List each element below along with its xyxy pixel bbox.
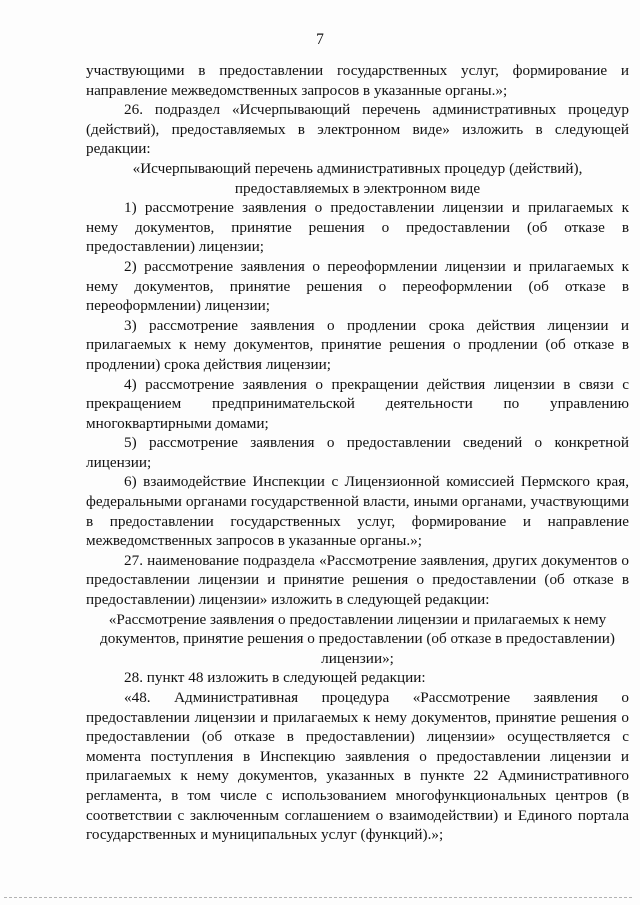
scan-edge-line (4, 897, 632, 898)
list-item-1: 1) рассмотрение заявления о предоставлении лицензии и прилагаемых к нему документов, принятие решения о предоставлении (об отказе в предоставлении) лицензии; (86, 199, 629, 256)
section-title: «Исчерпывающий перечень административных процедур (действий), предоставляемых в электронном виде (132, 159, 583, 197)
page-number: 7 (316, 31, 324, 48)
list-item-2: 2) рассмотрение заявления о переоформлении лицензии и прилагаемых к нему документов, принятие решения о переоформлении (об отказе в переоформлении) лицензии; (86, 257, 629, 315)
document-body (86, 61, 629, 845)
paragraph-28: 28. пункт 48 изложить в следующей редакции: (124, 669, 426, 687)
paragraph-48: «48. Административная процедура «Рассмотрение заявления о предоставлении лицензии и прилагаемых к нему документов, принятие решения о предоставлении (об отказе в предоставлении) лицензии» осуществляется с момента поступления в Инспекцию заявления о предоставлении лицензии и прилагаемых к нему документов, указанных в пункте 22 Административного регламента, в том числе с использованием многофункциональных центров (в соответствии с заключенным соглашением о взаимодействии) и Единого портала государственных и муниципальных услуг (функций).»; (86, 689, 629, 844)
paragraph-26: 26. подраздел «Исчерпывающий перечень административных процедур (действий), предоставляемых в электронном виде» изложить в следующей редакции: (86, 101, 629, 158)
list-item-4: 4) рассмотрение заявления о прекращении действия лицензии в связи с прекращением предпринимательской деятельности по управлению многоквартирными домами; (86, 375, 629, 432)
list-item-3: 3) рассмотрение заявления о продлении срока действия лицензии и прилагаемых к нему документов, принятие решения о продлении (об отказе в продлении) срока действия лицензии; (86, 316, 629, 373)
list-item-5: 5) рассмотрение заявления о предоставлении сведений о конкретной лицензии; (86, 434, 629, 471)
paragraph-27: 27. наименование подраздела «Рассмотрение заявления, других документов о предоставлении лицензии и принятие решения о предоставлении (об отказе в предоставлении) лицензии» изложить в следующей редакции: (86, 551, 629, 609)
list-item-6: 6) взаимодействие Инспекции с Лицензионной комиссией Пермского края, федеральными органами государственной власти, иными органами, участвующими в предоставлении государственных услуг, формирование и направление межведомственных запросов в указанные органы.»; (86, 473, 629, 550)
paragraph: участвующими в предоставлении государственных услуг, формирование и направление межведомственных запросов в указанные органы.»; (86, 62, 629, 99)
subsection-title: «Рассмотрение заявления о предоставлении лицензии и прилагаемых к нему документов, принятие решения о предоставлении (об отказе в предоставлении) лицензии»; (100, 610, 615, 667)
